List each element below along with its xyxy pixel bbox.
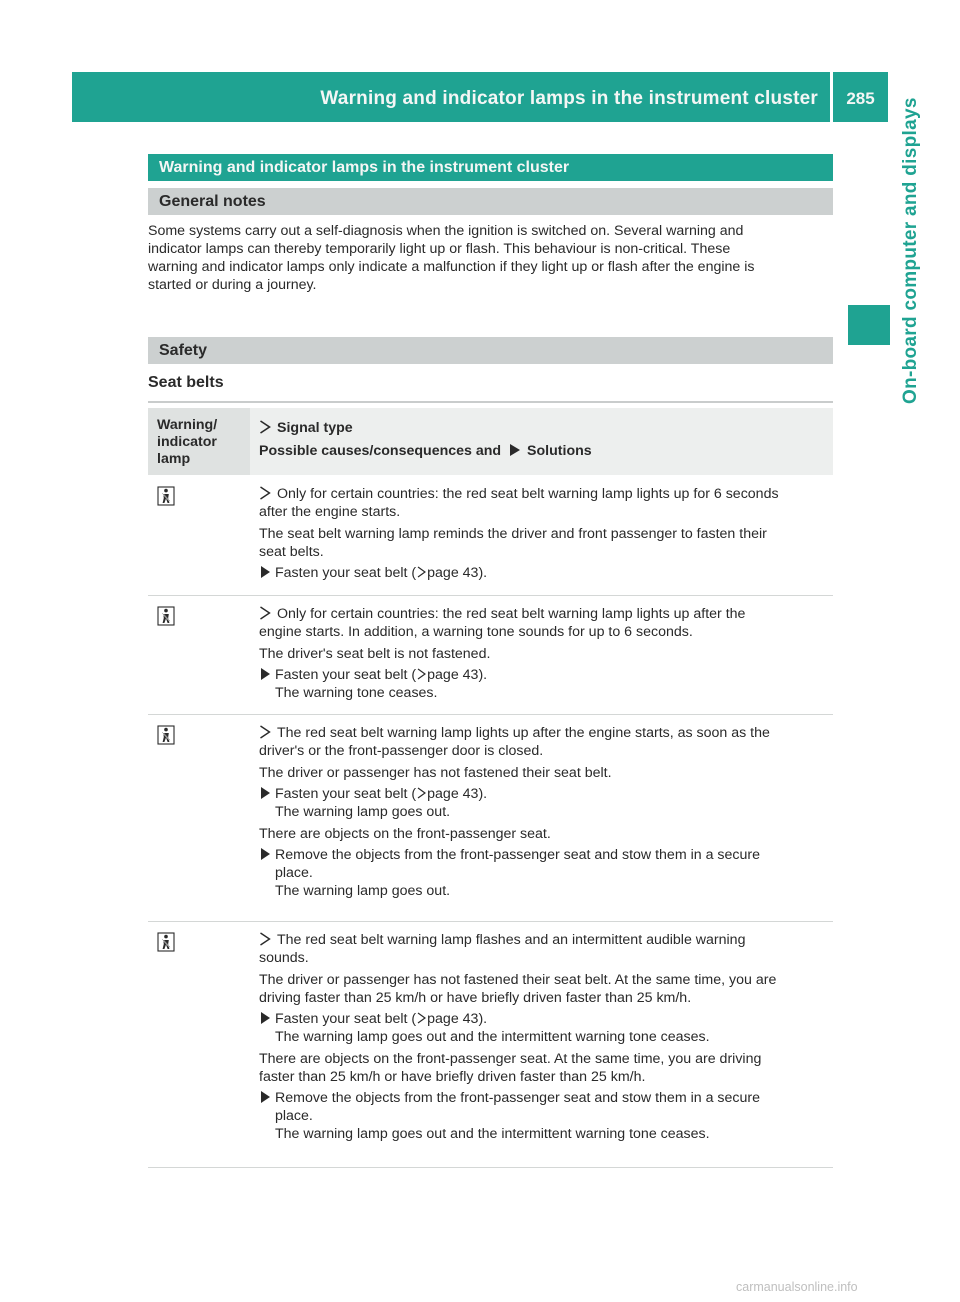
action-step — [259, 1010, 831, 1046]
table-header-lamp — [157, 417, 247, 468]
action-text: Fasten your seat belt ( — [275, 565, 417, 581]
general-notes-text — [148, 222, 838, 294]
result-text: place. — [275, 1108, 313, 1124]
table-header-lamp-line: Warning/ — [157, 417, 218, 433]
text-line: The driver or passenger has not fastened their seat belt. At the same time, you are — [259, 971, 777, 988]
cause-text — [259, 1050, 831, 1086]
table-header-lamp-line: indicator — [157, 434, 217, 450]
signal-text: Only for certain countries: the red seat belt warning lamp lights up after the — [277, 606, 746, 622]
running-header-title: Warning and indicator lamps in the instrument cluster — [320, 88, 818, 109]
intro-line: warning and indicator lamps only indicate a malfunction if they light up or flash after the engine is — [148, 259, 755, 275]
result-text: place. — [275, 865, 313, 881]
cause-text — [259, 645, 831, 663]
signal-description — [259, 724, 831, 760]
action-step — [259, 666, 831, 702]
text-line: driving faster than 25 km/h or have briefly driven faster than 25 km/h. — [259, 989, 692, 1006]
result-text: The warning lamp goes out. — [275, 804, 451, 820]
section-title: Warning and indicator lamps in the instrument cluster — [148, 154, 833, 181]
filled-triangle-arrow-icon — [260, 1011, 271, 1025]
table-row — [148, 922, 833, 1168]
signal-text: The red seat belt warning lamp lights up after the engine starts, as soon as the — [277, 725, 770, 741]
table-header — [148, 408, 833, 475]
table-row — [148, 476, 833, 596]
text-line: driver's or the front-passenger door is closed. — [259, 743, 544, 759]
filled-triangle-arrow-icon — [260, 565, 271, 579]
page-reference[interactable]: page 43). — [427, 1011, 488, 1027]
text-line: seat belts. — [259, 543, 324, 560]
filled-triangle-arrow-icon — [260, 786, 271, 800]
seat-belt-warning-icon — [157, 486, 175, 506]
signal-text: The red seat belt warning lamp flashes and an intermittent audible warning — [277, 932, 746, 948]
page-number: 285 — [846, 89, 875, 108]
watermark: carmanualsonline.info — [736, 1280, 858, 1294]
text-line: sounds. — [259, 950, 309, 966]
page-reference-icon — [417, 668, 426, 680]
solutions-label: Solutions — [527, 443, 592, 459]
cause-text — [259, 825, 831, 843]
signal-description — [259, 485, 831, 521]
safety-heading: Safety — [148, 337, 833, 364]
table-row — [148, 715, 833, 922]
seat-belt-warning-icon — [157, 932, 175, 952]
signal-text: Only for certain countries: the red seat belt warning lamp lights up for 6 seconds — [277, 486, 779, 502]
text-line: faster than 25 km/h or have briefly driven faster than 25 km/h. — [259, 1068, 646, 1085]
filled-triangle-arrow-icon — [509, 443, 521, 457]
row-description — [259, 724, 831, 904]
filled-triangle-arrow-icon — [260, 667, 271, 681]
row-description — [259, 485, 831, 586]
result-text: The warning lamp goes out. — [275, 883, 451, 899]
text-line: The driver's seat belt is not fastened. — [259, 645, 491, 662]
chapter-label: On-board computer and displays — [900, 97, 921, 404]
triangle-pointer-icon — [259, 606, 271, 620]
page-reference-icon — [417, 787, 426, 799]
triangle-pointer-icon — [259, 725, 271, 739]
action-step — [259, 846, 831, 900]
page-reference[interactable]: page 43). — [427, 786, 488, 802]
filled-triangle-arrow-icon — [260, 847, 271, 861]
cause-text — [259, 764, 831, 782]
page-reference-icon — [417, 566, 426, 578]
intro-line: started or during a journey. — [148, 277, 317, 293]
action-text: Fasten your seat belt ( — [275, 1011, 417, 1027]
general-notes-heading: General notes — [148, 188, 833, 215]
triangle-pointer-icon — [259, 486, 271, 500]
action-step — [259, 785, 831, 821]
table-header-lamp-line: lamp — [157, 451, 191, 467]
text-line: The seat belt warning lamp reminds the driver and front passenger to fasten their — [259, 525, 767, 542]
heading-rule — [148, 401, 833, 403]
action-step — [259, 564, 831, 582]
seat-belt-warning-icon — [157, 606, 175, 626]
page-reference-icon — [417, 1012, 426, 1024]
seat-belt-warning-icon — [157, 725, 175, 745]
cause-text — [259, 971, 831, 1007]
table-header-signal — [259, 417, 592, 463]
row-description — [259, 605, 831, 706]
triangle-pointer-icon — [259, 932, 271, 946]
chapter-marker — [848, 305, 890, 345]
action-text: Remove the objects from the front-passenger seat and stow them in a secure — [275, 1090, 760, 1106]
action-text: Remove the objects from the front-passenger seat and stow them in a secure — [275, 847, 760, 863]
row-description — [259, 931, 831, 1147]
seat-belts-heading: Seat belts — [148, 374, 224, 391]
cause-text — [259, 525, 831, 561]
action-text: Fasten your seat belt ( — [275, 667, 417, 683]
intro-line: indicator lamps can thereby temporarily light up or flash. This behaviour is non-critical. These — [148, 241, 731, 257]
text-line: There are objects on the front-passenger seat. — [259, 825, 551, 842]
signal-description — [259, 931, 831, 967]
text-line: engine starts. In addition, a warning tone sounds for up to 6 seconds. — [259, 624, 693, 640]
filled-triangle-arrow-icon — [260, 1090, 271, 1104]
causes-label: Possible causes/consequences and — [259, 443, 502, 459]
result-text: The warning tone ceases. — [275, 685, 438, 701]
triangle-pointer-icon — [259, 420, 271, 434]
action-step — [259, 1089, 831, 1143]
result-text: The warning lamp goes out and the intermittent warning tone ceases. — [275, 1126, 710, 1142]
running-header — [72, 72, 888, 122]
text-line: after the engine starts. — [259, 504, 401, 520]
intro-line: Some systems carry out a self-diagnosis when the ignition is switched on. Several warning and — [148, 223, 744, 239]
text-line: The driver or passenger has not fastened their seat belt. — [259, 764, 612, 781]
signal-type-label: Signal type — [277, 420, 353, 436]
page-reference[interactable]: page 43). — [427, 667, 488, 683]
action-text: Fasten your seat belt ( — [275, 786, 417, 802]
text-line: There are objects on the front-passenger seat. At the same time, you are driving — [259, 1050, 762, 1067]
table-row — [148, 596, 833, 715]
signal-description — [259, 605, 831, 641]
page-reference[interactable]: page 43). — [427, 565, 488, 581]
result-text: The warning lamp goes out and the intermittent warning tone ceases. — [275, 1029, 710, 1045]
